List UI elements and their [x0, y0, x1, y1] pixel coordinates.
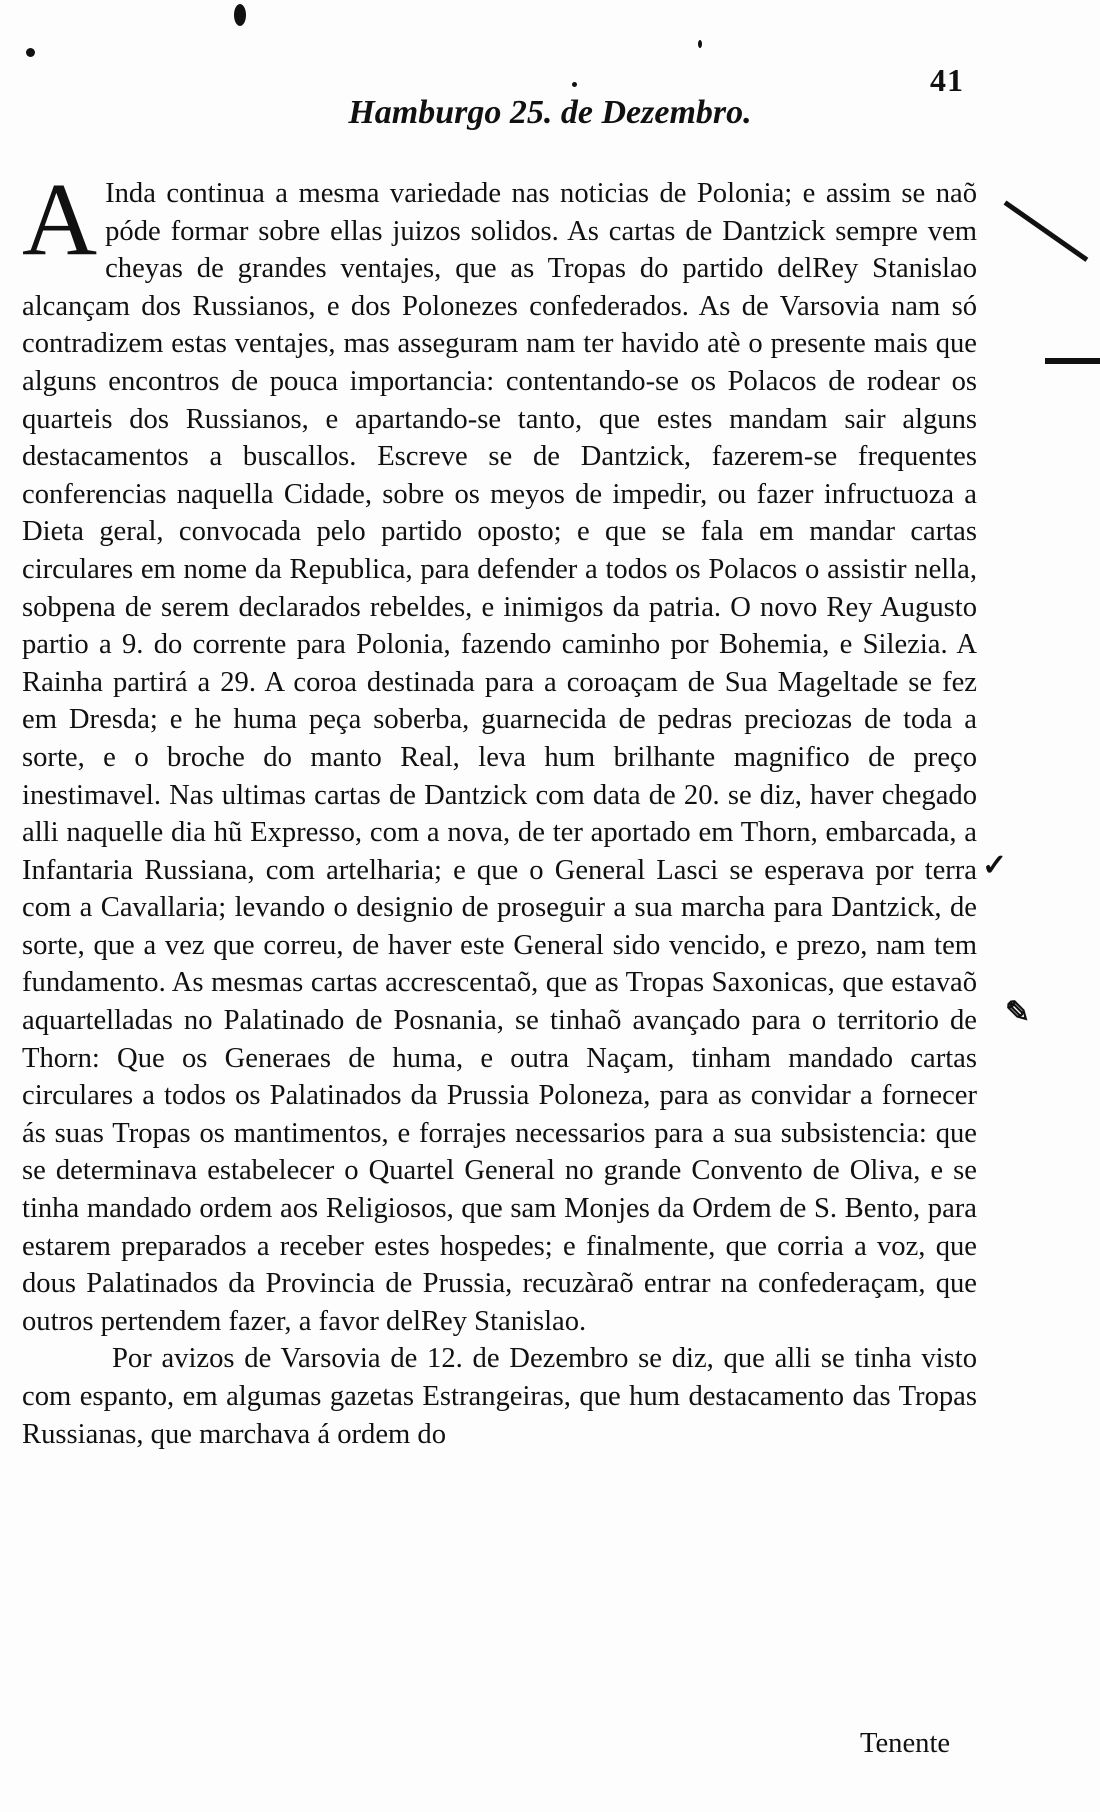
margin-ink-mark: ✎ — [1005, 996, 1031, 1029]
dateline-heading: Hamburgo 25. de Dezembro. — [348, 94, 752, 131]
article-body — [22, 162, 977, 1453]
article-paragraph: AInda continua a mesma variedade nas noticias de Polonia; e assim se naõ póde formar sobre ellas juizos solidos. As cartas de Dantzick sempre vem cheyas de grandes ventajes, que as Tropas do partido delRey Stanislao alcançam dos Russianos, e dos Polonezes confederados. As de Varsovia nam só contradizem estas ventajes, mas asseguram nam ter havido atè o presente mais que alguns encontros de pouca importancia: contentando-se os Polacos de rodear os quarteis dos Russianos, e apartando-se tanto, que estes mandam sair alguns destacamentos a buscallos. Escreve se de Dantzick, fazerem-se frequentes conferencias naquella Cidade, sobre os meyos de impedir, ou fazer infructuoza a Dieta geral, convocada pelo partido oposto; e que se fala em mandar cartas circulares em nome da Republica, para defender a todos os Polacos o assistir nella, sobpena de serem declarados rebeldes, e inimigos da patria. O novo Rey Augusto partio a 9. do corrente para Polonia, fazendo caminho por Bohemia, e Silezia. A Rainha partirá a 29. A coroa destinada para a coroaçam de Sua Mageltade se fez em Dresda; e he huma peça soberba, guarnecida de pedras preciozas de toda a sorte, e o broche do manto Real, leva hum brilhante magnifico de preço inestimavel. Nas ultimas cartas de Dantzick com data de 20. se diz, haver chegado alli naquelle dia hũ Expresso, com a nova, de ter aportado em Thorn, embarcada, a Infantaria Russiana, com artelharia; e que o General Lasci se esperava por terra com a Cavallaria; levando o designio de proseguir a sua marcha para Dantzick, de sorte, que a vez que correu, de haver este General sido vencido, e prezo, nam tem fundamento. As mesmas cartas accrescentaõ, que as Tropas Saxonicas, que estavaõ aquartelladas no Palatinado de Posnania, se tinhaõ avançado para o territorio de Thorn: Que os Generaes de huma, e outra Naçam, tinham mandado cartas circulares a todos os Palatinados da Prussia Poloneza, para as convidar a fornecer ás suas Tropas os mantimentos, e forrajes necessarios para a sua subsistencia: que se determinava estabelecer o Quartel General no grande Convento de Oliva, e se tinha mandado ordem aos Religiosos, que sam Monjes da Ordem de S. Bento, para estarem preparados a receber estes hospedes; e finalmente, que corria a voz, que dous Palatinados da Provincia de Prussia, recuzàraõ entrar na confederaçam, que outros pertendem fazer, a favor delRey Stanislao. — [22, 162, 977, 1337]
ink-speck — [698, 40, 702, 48]
article-paragraph: Por avizos de Varsovia de 12. de Dezembro se diz, que alli se tinha visto com espanto, em algumas gazetas Estrangeiras, que hum destacamento das Tropas Russianas, que marchava á ordem do — [22, 1343, 977, 1450]
margin-stroke — [1004, 200, 1089, 261]
catchword: Tenente — [860, 1728, 951, 1759]
margin-stroke — [1045, 358, 1100, 364]
page-number: 41 — [930, 62, 964, 98]
ink-speck — [234, 4, 246, 26]
ink-speck — [26, 48, 35, 57]
ink-speck — [572, 82, 577, 87]
margin-ink-mark: ✓ — [982, 849, 1008, 882]
